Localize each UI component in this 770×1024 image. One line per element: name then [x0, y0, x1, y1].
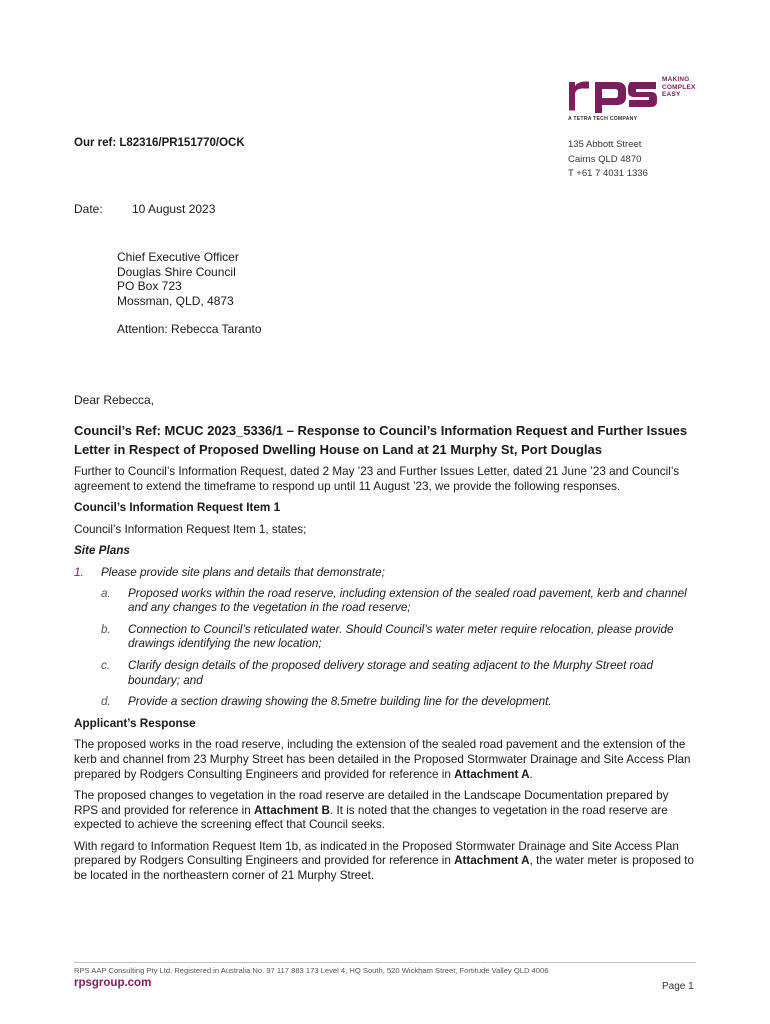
recipient-line: Chief Executive Officer	[117, 250, 239, 264]
date-value: 10 August 2023	[132, 202, 216, 216]
item-text: Please provide site plans and details that demonstrate;	[101, 565, 385, 579]
sub-item-letter: c.	[101, 658, 111, 672]
tagline-line: COMPLEX	[662, 83, 696, 91]
attachment-reference: Attachment A	[454, 767, 530, 781]
paragraph-text: The proposed changes to vegetation in the road reserve are detailed in the Landscape Documentation prepared by RPS and provided for reference in	[74, 789, 669, 817]
response-paragraph	[74, 789, 694, 833]
numbered-item	[74, 566, 694, 581]
sub-item-text: Proposed works within the road reserve, including extension of the sealed road pavement, kerb and channel and any changes to the vegetation in the road reserve;	[128, 586, 687, 615]
letter-body	[74, 421, 694, 891]
sub-item-letter: d.	[101, 695, 111, 709]
paragraph-text: , the water meter is proposed to be located in the northeastern corner of 21 Murphy Street.	[74, 854, 694, 883]
office-address	[568, 138, 648, 182]
item-number: 1.	[74, 565, 84, 579]
response-heading: Applicant’s Response	[74, 716, 196, 730]
date-label: Date:	[74, 202, 103, 216]
address-line: Cairns QLD 4870	[568, 153, 642, 165]
parent-company-label: A TETRA TECH COMPANY	[568, 116, 638, 122]
attention-line: Attention: Rebecca Taranto	[117, 322, 262, 336]
paragraph-text: The proposed works in the road reserve, including the extension of the sealed road pavement and the extension of the kerb and channel from 23 Murphy Street has been detailed in the Proposed Stormwater Drainage and Site Access Plan prepared by Rodgers Consulting Engineers and provided for reference in	[74, 738, 691, 781]
sub-item	[101, 623, 694, 652]
item-heading: Council’s Information Request Item 1	[74, 501, 281, 515]
paragraph-text: . It is noted that the changes to vegetation in the road reserve are expected to achieve the screening effect that Council seeks.	[74, 803, 668, 832]
recipient-line: PO Box 723	[117, 279, 182, 294]
attachment-reference: Attachment B	[253, 803, 330, 817]
response-paragraph	[74, 738, 694, 782]
sub-item-letter: a.	[101, 586, 111, 600]
recipient-line: Douglas Shire Council	[117, 264, 236, 279]
sub-item	[101, 659, 694, 688]
rps-logo	[566, 74, 660, 114]
address-line: T +61 7 4031 1336	[568, 168, 648, 179]
sub-item	[101, 587, 694, 616]
recipient-line: Mossman, QLD, 4873	[117, 293, 234, 308]
item-intro: Council’s Information Request Item 1, states;	[74, 522, 307, 536]
sub-item-letter: b.	[101, 622, 111, 636]
sub-item-text: Clarify design details of the proposed delivery storage and seating adjacent to the Murphy Street road boundary; and	[128, 658, 653, 687]
logo-tagline	[662, 76, 696, 99]
response-paragraph	[74, 840, 694, 884]
paragraph-text: With regard to Information Request Item 1b, as indicated in the Proposed Stormwater Drainage and Site Access Plan prepared by Rodgers Consulting Engineers and provided for reference in	[74, 839, 679, 868]
attachment-reference: Attachment A	[454, 854, 530, 868]
intro-paragraph: Further to Council’s Information Request, dated 2 May ’23 and Further Issues Letter, dated 21 June ’23 and Council’s agreement to extend the timeframe to respond up until 11 August ’23, we provide the following responses.	[74, 465, 680, 493]
recipient-block	[117, 250, 239, 308]
site-plans-heading: Site Plans	[74, 544, 130, 558]
tagline-line: EASY	[662, 91, 681, 99]
company-registration: RPS AAP Consulting Pty Ltd. Registered in Australia No. 97 117 883 173 Level 4, HQ South, 520 Wickham Street, Fortitude Valley QLD 4006	[74, 966, 549, 975]
sub-item-text: Provide a section drawing showing the 8.5metre building line for the development.	[128, 695, 552, 709]
our-reference: Our ref: L82316/PR151770/OCK	[74, 137, 245, 149]
footer-divider	[74, 962, 696, 963]
website-link[interactable]: rpsgroup.com	[74, 977, 152, 989]
page-number: Page 1	[662, 981, 694, 992]
tagline-line: MAKING	[662, 76, 690, 83]
paragraph-text: .	[529, 767, 533, 781]
sub-item-text: Connection to Council’s reticulated water. Should Council’s water meter require relocation, please provide drawings identifying the new location;	[128, 622, 674, 651]
sub-item	[101, 695, 694, 710]
address-line: 135 Abbott Street	[568, 139, 642, 150]
salutation: Dear Rebecca,	[74, 393, 155, 407]
subject-heading: Council’s Ref: MCUC 2023_5336/1 – Response to Council’s Information Request and Further Issues Letter in Respect of Proposed Dwelling House on Land at 21 Murphy St, Port Douglas	[74, 423, 688, 457]
